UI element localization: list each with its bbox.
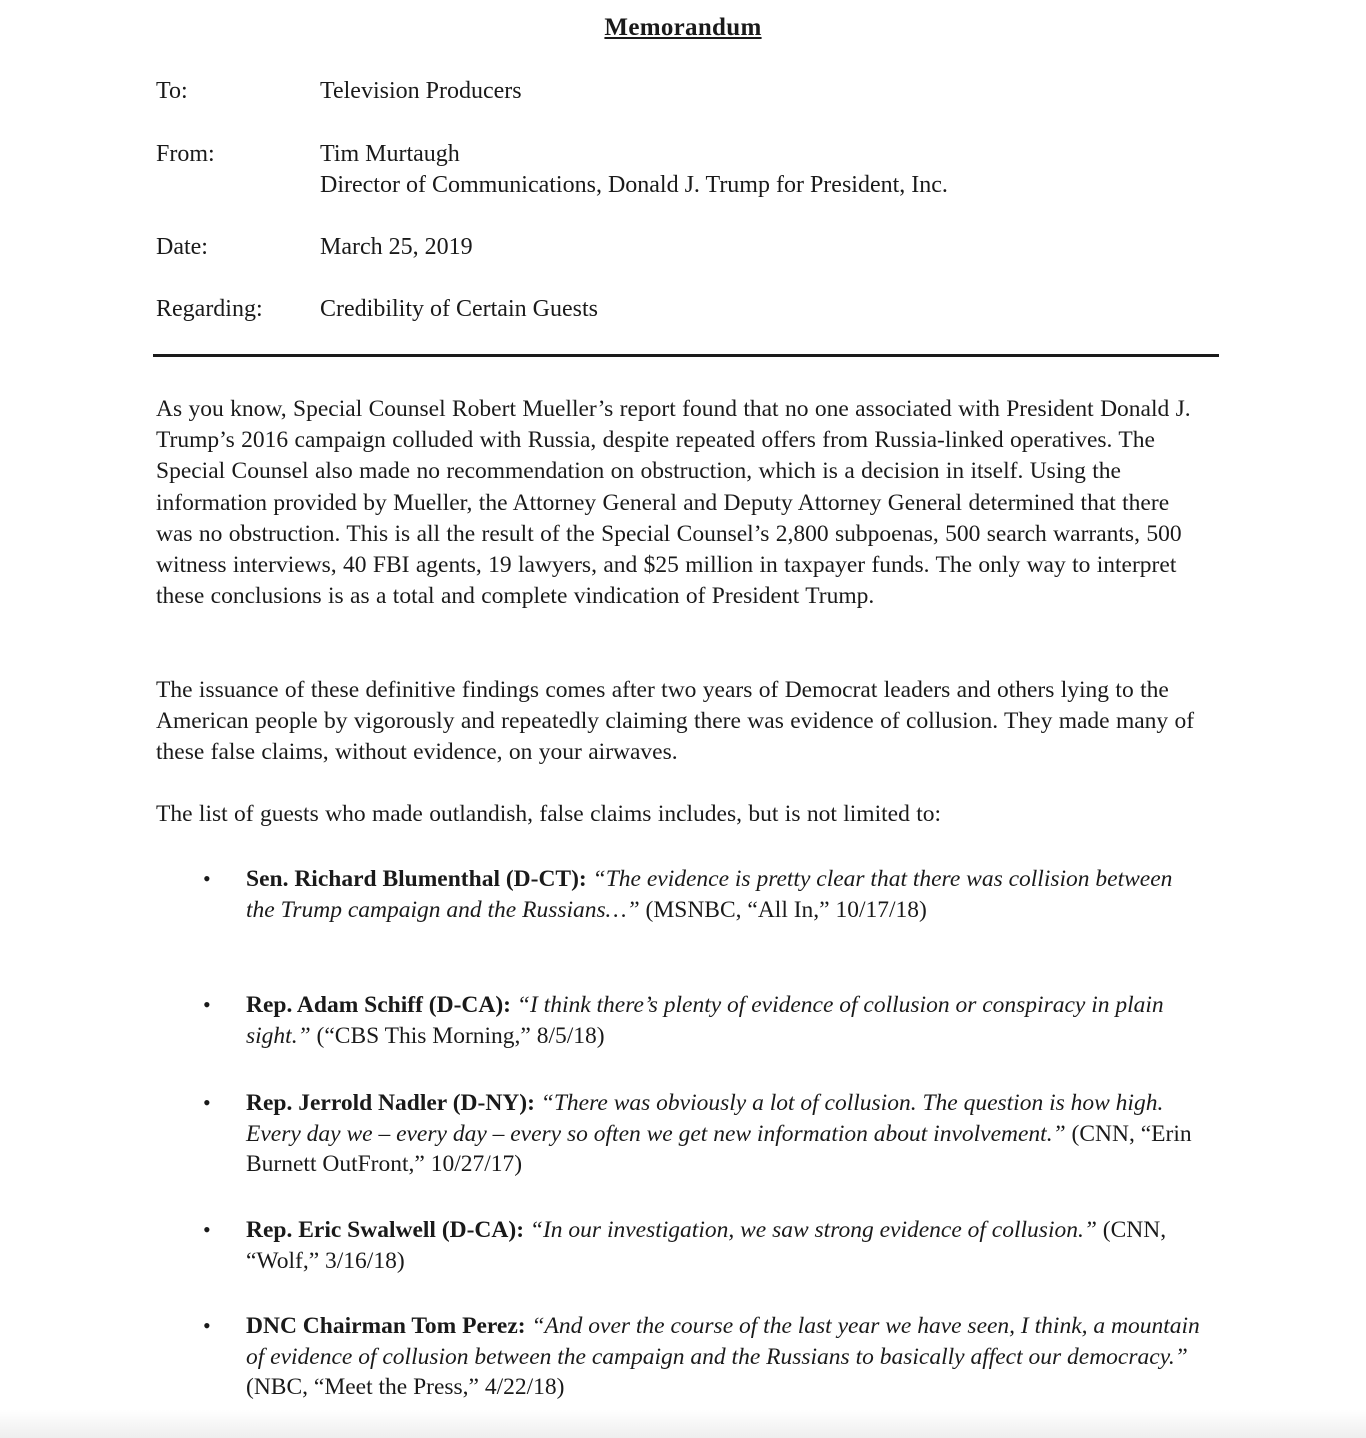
guest-source: (NBC, “Meet the Press,” 4/22/18)	[246, 1374, 565, 1400]
bottom-edge-shade	[0, 1410, 1366, 1438]
date-label: Date:	[156, 234, 208, 260]
to-value: Television Producers	[320, 78, 522, 104]
from-name: Tim Murtaugh	[320, 141, 460, 167]
regarding-label: Regarding:	[156, 296, 263, 322]
guest-speaker: Rep. Adam Schiff (D-CA):	[246, 992, 512, 1018]
bullet-icon: •	[203, 866, 211, 891]
guest-source: (CNN, “Wolf,” 3/16/18)	[246, 1217, 1167, 1274]
guest-entry-text	[246, 1088, 1201, 1180]
bullet-icon: •	[203, 1217, 211, 1242]
guest-source: (MSNBC, “All In,” 10/17/18)	[645, 896, 927, 923]
guest-quote: “In our investigation, we saw strong evidence of collusion.”	[529, 1217, 1097, 1243]
guest-quote: “And over the course of the last year we have seen, I think, a mountain of evidence of collusion between the campaign and the Russians to basically affect our democracy.”	[246, 1313, 1200, 1370]
guest-entry-text	[246, 864, 1201, 925]
date-value: March 25, 2019	[320, 234, 473, 260]
guest-entry-text	[246, 1215, 1201, 1276]
guest-entry-text	[246, 990, 1201, 1051]
body-paragraph-2: The issuance of these definitive findings comes after two years of Democrat leaders and others lying to the American people by vigorously and repeatedly claiming there was evidence of collusion. They made many of these false claims, without evidence, on your airwaves.	[156, 677, 1195, 766]
header-divider	[153, 354, 1219, 357]
guest-speaker: Rep. Jerrold Nadler (D-NY):	[246, 1090, 535, 1116]
to-label: To:	[156, 78, 188, 104]
guest-quote: “I think there’s plenty of evidence of collusion or conspiracy in plain sight.”	[246, 992, 1164, 1049]
guest-speaker: Sen. Richard Blumenthal (D-CT):	[246, 866, 587, 892]
body-paragraph-3: The list of guests who made outlandish, false claims includes, but is not limited to:	[156, 801, 942, 827]
guest-source: (“CBS This Morning,” 8/5/18)	[316, 1022, 605, 1049]
guest-source: (CNN, “Erin Burnett OutFront,” 10/27/17)	[246, 1120, 1192, 1177]
guest-quote: “The evidence is pretty clear that there was collision between the Trump campaign and the Russians…”	[246, 866, 1173, 923]
guest-quote: “There was obviously a lot of collusion. The question is how high. Every day we – every day – every so often we get new information about involvement.”	[246, 1090, 1164, 1147]
from-label: From:	[156, 141, 215, 167]
guest-speaker: DNC Chairman Tom Perez:	[246, 1313, 526, 1339]
bullet-icon: •	[203, 1090, 211, 1115]
from-title: Director of Communications, Donald J. Trump for President, Inc.	[320, 172, 948, 198]
body-paragraph-1: As you know, Special Counsel Robert Mueller’s report found that no one associated with President Donald J. Trump’s 2016 campaign colluded with Russia, despite repeated offers from Russia-linked operatives. The Special Counsel also made no recommendation on obstruction, which is a decision in itself. Using the information provided by Mueller, the Attorney General and Deputy Attorney General determined that there was no obstruction. This is all the result of the Special Counsel’s 2,800 subpoenas, 500 search warrants, 500 witness interviews, 40 FBI agents, 19 lawyers, and $25 million in taxpayer funds. The only way to interpret these conclusions is as a total and complete vindication of President Trump.	[156, 396, 1191, 610]
guest-speaker: Rep. Eric Swalwell (D-CA):	[246, 1217, 525, 1243]
bullet-icon: •	[203, 1313, 211, 1338]
guest-entry-text	[246, 1311, 1201, 1403]
regarding-value: Credibility of Certain Guests	[320, 296, 598, 322]
memo-title: Memorandum	[604, 14, 762, 41]
bullet-icon: •	[203, 992, 211, 1017]
